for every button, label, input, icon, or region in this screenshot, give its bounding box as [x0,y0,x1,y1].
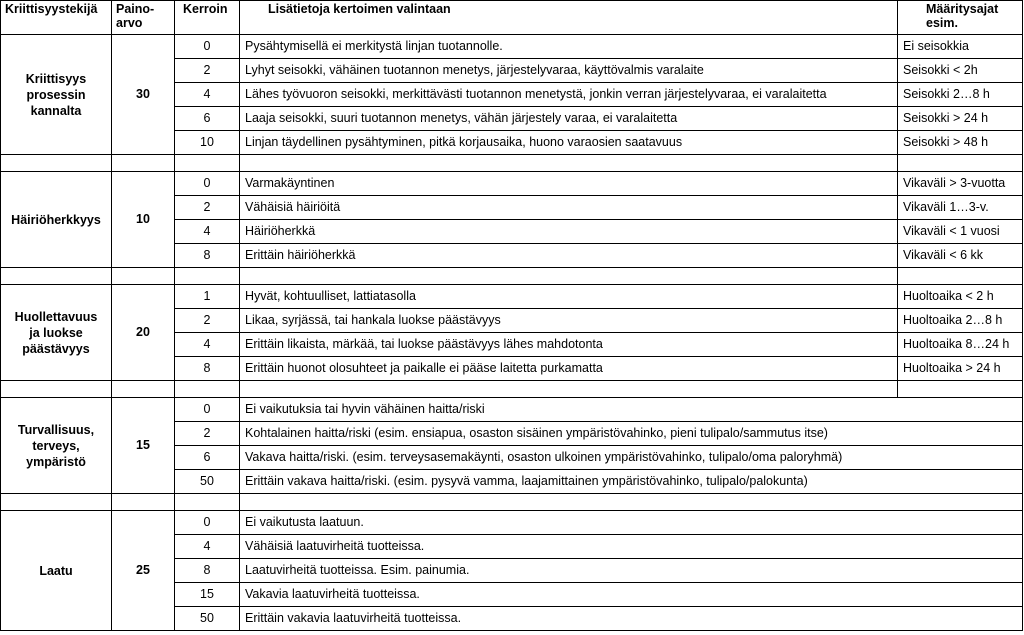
coef-cell: 8 [175,244,240,268]
spacer-cell [175,268,240,285]
table-row [1,285,1023,309]
description-cell: Hyvät, kohtuulliset, lattiatasolla [240,285,898,309]
coef-cell: 2 [175,309,240,333]
coef-cell: 2 [175,196,240,220]
coef-cell: 0 [175,398,240,422]
description-cell: Ei vaikutuksia tai hyvin vähäinen haitta/riski [240,398,1023,422]
max-time-cell: Vikaväli > 3-vuotta [898,172,1023,196]
coef-cell: 4 [175,333,240,357]
factor-cell: Kriittisyys prosessin kannalta [1,35,112,155]
factor-cell: Häiriöherkkyys [1,172,112,268]
spacer-row [1,494,1023,511]
table-row [1,398,1023,422]
max-time-cell: Vikaväli < 1 vuosi [898,220,1023,244]
spacer-cell [898,381,1023,398]
weight-cell: 15 [112,398,175,494]
spacer-cell [112,155,175,172]
spacer-row [1,381,1023,398]
spacer-cell [112,268,175,285]
coef-cell: 8 [175,559,240,583]
coef-cell: 10 [175,131,240,155]
spacer-cell [1,155,112,172]
spacer-cell [175,494,240,511]
description-cell: Varmakäyntinen [240,172,898,196]
coef-cell: 4 [175,220,240,244]
spacer-cell [175,381,240,398]
coef-cell: 0 [175,511,240,535]
header-coef: Kerroin [175,1,240,35]
weight-cell: 25 [112,511,175,631]
description-cell: Erittäin vakavia laatuvirheitä tuotteissa. [240,607,1023,631]
spacer-cell [175,155,240,172]
coef-cell: 2 [175,59,240,83]
description-cell: Erittäin huonot olosuhteet ja paikalle ei pääse laitetta purkamatta [240,357,898,381]
description-cell: Lyhyt seisokki, vähäinen tuotannon menetys, järjestelyvaraa, käyttövalmis varalaite [240,59,898,83]
description-cell: Vähäisiä häiriöitä [240,196,898,220]
spacer-row [1,155,1023,172]
header-desc: Lisätietoja kertoimen valintaan [240,1,898,35]
spacer-cell [1,494,112,511]
spacer-cell [112,494,175,511]
coef-cell: 8 [175,357,240,381]
description-cell: Laaja seisokki, suuri tuotannon menetys, vähän järjestely varaa, ei varalaitetta [240,107,898,131]
max-time-cell: Seisokki > 48 h [898,131,1023,155]
max-time-cell: Vikaväli < 6 kk [898,244,1023,268]
coef-cell: 4 [175,535,240,559]
max-time-cell: Ei seisokkia [898,35,1023,59]
header-max: Määritysajat esim. [898,1,1023,35]
description-cell: Pysähtymisellä ei merkitystä linjan tuotannolle. [240,35,898,59]
max-time-cell: Huoltoaika > 24 h [898,357,1023,381]
factor-cell: Turvallisuus, terveys, ympäristö [1,398,112,494]
max-time-cell: Huoltoaika 2…8 h [898,309,1023,333]
coef-cell: 6 [175,107,240,131]
description-cell: Ei vaikutusta laatuun. [240,511,1023,535]
header-row [1,1,1023,35]
spacer-cell [1,268,112,285]
max-time-cell: Huoltoaika < 2 h [898,285,1023,309]
max-time-cell: Seisokki > 24 h [898,107,1023,131]
description-cell: Vakavia laatuvirheitä tuotteissa. [240,583,1023,607]
weight-cell: 30 [112,35,175,155]
description-cell: Lähes työvuoron seisokki, merkittävästi tuotannon menetystä, jonkin verran järjestelyvaraa, ei varalaitetta [240,83,898,107]
coef-cell: 0 [175,172,240,196]
description-cell: Kohtalainen haitta/riski (esim. ensiapua, osaston sisäinen ympäristövahinko, pieni tulipalo/sammutus itse) [240,422,1023,446]
coef-cell: 15 [175,583,240,607]
coef-cell: 4 [175,83,240,107]
header-factor: Kriittisyystekijä [1,1,112,35]
description-cell: Häiriöherkkä [240,220,898,244]
coef-cell: 50 [175,607,240,631]
spacer-cell [240,155,898,172]
max-time-cell: Seisokki 2…8 h [898,83,1023,107]
table-row [1,172,1023,196]
spacer-row [1,268,1023,285]
spacer-cell [1,381,112,398]
coef-cell: 1 [175,285,240,309]
max-time-cell: Seisokki < 2h [898,59,1023,83]
weight-cell: 20 [112,285,175,381]
spacer-cell [112,381,175,398]
coef-cell: 6 [175,446,240,470]
description-cell: Vakava haitta/riski. (esim. terveysasemakäynti, osaston ulkoinen ympäristövahinko, tulipalo/oma paloryhmä) [240,446,1023,470]
spacer-cell [240,268,898,285]
header-weight: Paino- arvo [112,1,175,35]
weight-cell: 10 [112,172,175,268]
spacer-cell [898,268,1023,285]
spacer-cell [240,381,898,398]
max-time-cell: Huoltoaika 8…24 h [898,333,1023,357]
factor-cell: Huollettavuus ja luokse päästävyys [1,285,112,381]
description-cell: Vähäisiä laatuvirheitä tuotteissa. [240,535,1023,559]
coef-cell: 0 [175,35,240,59]
spacer-cell [898,155,1023,172]
description-cell: Erittäin vakava haitta/riski. (esim. pysyvä vamma, laajamittainen ympäristövahinko, tulipalo/palokunta) [240,470,1023,494]
table-row [1,511,1023,535]
description-cell: Linjan täydellinen pysähtyminen, pitkä korjausaika, huono varaosien saatavuus [240,131,898,155]
coef-cell: 2 [175,422,240,446]
coef-cell: 50 [175,470,240,494]
description-cell: Erittäin häiriöherkkä [240,244,898,268]
description-cell: Erittäin likaista, märkää, tai luokse päästävyys lähes mahdotonta [240,333,898,357]
description-cell: Laatuvirheitä tuotteissa. Esim. painumia. [240,559,1023,583]
spacer-cell [240,494,1023,511]
description-cell: Likaa, syrjässä, tai hankala luokse päästävyys [240,309,898,333]
table-row [1,35,1023,59]
factor-cell: Laatu [1,511,112,631]
max-time-cell: Vikaväli 1…3-v. [898,196,1023,220]
